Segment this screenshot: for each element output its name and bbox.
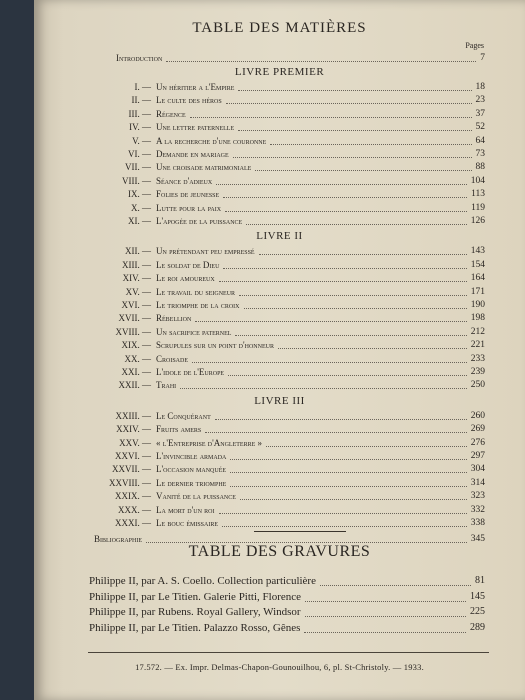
chapter-number: III. — (128, 108, 151, 119)
dot-leader (219, 281, 467, 282)
toc-entry (34, 175, 525, 188)
chapter-number: IV. — (129, 122, 151, 133)
page-number: 145 (470, 590, 485, 602)
chapter-number: I. — (134, 82, 151, 92)
page-number: 7 (480, 53, 485, 63)
dot-leader (166, 61, 476, 62)
page-number: 345 (470, 534, 485, 545)
dot-leader (205, 432, 467, 433)
toc-entry (34, 312, 525, 325)
chapter-number: IX. — (128, 189, 151, 200)
entry-title: Le travail du seigneur (156, 286, 236, 297)
toc-entry (34, 423, 525, 436)
toc-entry (34, 81, 525, 94)
page-number: 23 (475, 95, 485, 106)
page-number: 73 (475, 149, 485, 159)
book-heading: LIVRE III (254, 394, 305, 407)
page-number: 212 (470, 326, 485, 337)
dot-leader (219, 513, 467, 514)
chapter-number: VIII. — (122, 175, 151, 186)
page-number: 221 (470, 340, 485, 351)
toc-entry (34, 353, 525, 366)
page-number: 289 (470, 621, 485, 633)
entry-title: Un héritier a l'Empire (156, 82, 235, 92)
dot-leader (225, 211, 467, 212)
entry-title: La mort d'un roi (156, 504, 215, 515)
toc-entry (34, 245, 525, 258)
dot-leader (244, 308, 467, 309)
page-title: TABLE DES MATIÈRES (192, 20, 367, 36)
page-number: 304 (470, 464, 485, 475)
entry-title: L'occasion manquée (156, 464, 227, 475)
plate-caption: Philippe II, par Le Titien. Palazzo Rosso, Gênes (89, 621, 301, 634)
dot-leader (233, 157, 472, 158)
toc-entry (34, 490, 525, 503)
page-number: 269 (470, 424, 485, 435)
plate-caption: Philippe II, par Le Titien. Galerie Pitti, Florence (89, 590, 302, 603)
toc-entry (34, 299, 525, 312)
chapter-number: XXIX. — (115, 491, 151, 502)
toc-entry (34, 202, 525, 215)
plate-caption: Philippe II, par Rubens. Royal Gallery, Windsor (89, 606, 301, 618)
dot-leader (180, 388, 467, 389)
page-number: 332 (470, 504, 485, 515)
entry-title: Séance d'adieux (156, 175, 213, 186)
chapter-number: XVIII. — (115, 326, 151, 337)
toc-entry (34, 121, 525, 134)
chapter-number: XVII. — (118, 313, 151, 324)
plate-entry (34, 620, 525, 636)
page-number: 297 (470, 451, 485, 461)
plate-entry (34, 573, 525, 589)
dot-leader (246, 224, 467, 225)
entry-title: « l'Entreprise d'Angleterre » (156, 437, 262, 448)
dot-leader (305, 601, 466, 602)
page-number: 250 (470, 380, 485, 391)
entry-title: Le culte des héros (156, 95, 222, 106)
page-number: 225 (470, 606, 485, 617)
plate-caption: Philippe II, par A. S. Coello. Collection particulière (89, 575, 316, 587)
entry-title: Une lettre paternelle (156, 122, 235, 133)
chapter-number: XXIII. — (115, 410, 151, 421)
entry-title: Une croisade matrimoniale (156, 162, 252, 173)
page-number: 190 (470, 300, 485, 310)
toc-entry-introduction (34, 52, 525, 65)
dot-leader (216, 184, 467, 185)
dot-leader (239, 295, 467, 296)
page-number: 143 (470, 246, 485, 257)
entry-title: Scrupules sur un point d'honneur (156, 340, 274, 351)
entry-title: Le Conquérant (156, 410, 211, 421)
page-number: 164 (470, 273, 485, 284)
toc-entry (34, 215, 525, 228)
toc-entry (34, 410, 525, 423)
printer-footer: 17.572. — Ex. Impr. Delmas-Chapon-Gounouilhou, 6, pl. St-Christoly. — 1933. (135, 662, 424, 672)
chapter-number: XXV. — (119, 437, 151, 448)
toc-entry (34, 326, 525, 339)
page-number: 113 (471, 189, 485, 200)
chapter-number: XXVI. — (115, 451, 151, 461)
page-number: 276 (470, 437, 485, 448)
chapter-number: VI. — (128, 149, 151, 159)
entry-title: Rébellion (156, 313, 192, 324)
toc-entry (34, 135, 525, 148)
entry-title: Un sacrifice paternel (156, 326, 232, 337)
toc-entry (34, 272, 525, 285)
page-number: 104 (470, 175, 485, 186)
book-page (34, 0, 525, 700)
chapter-number: XXII. — (118, 380, 151, 391)
toc-entry (34, 108, 525, 121)
page-number: 37 (475, 108, 485, 119)
footer-divider (88, 652, 489, 653)
entry-title: Trahi (156, 380, 177, 391)
chapter-number: XXXI. — (115, 518, 151, 528)
chapter-number: XI. — (128, 216, 151, 226)
toc-entry (34, 286, 525, 299)
page-number: 323 (470, 491, 485, 502)
chapter-number: XIII. — (122, 259, 151, 270)
dot-leader (192, 362, 467, 363)
entry-title: L'apogée de la puissance (156, 216, 243, 226)
chapter-number: XXVII. — (112, 464, 151, 475)
toc-entry (34, 517, 525, 530)
chapter-number: XIV. — (122, 273, 151, 284)
entry-title: Bibliographie (94, 534, 142, 545)
dot-leader (304, 632, 466, 633)
dot-leader (222, 526, 467, 527)
chapter-number: XXVIII. — (109, 477, 151, 488)
dot-leader (305, 616, 466, 617)
dot-leader (255, 170, 472, 171)
entry-title: Un prétendant peu empressé (156, 246, 255, 257)
dot-leader (278, 348, 467, 349)
toc-entry (34, 94, 525, 107)
chapter-number: VII. — (125, 162, 151, 173)
toc-entry (34, 161, 525, 174)
chapter-number: XX. — (124, 353, 151, 364)
dot-leader (215, 419, 467, 420)
toc-entry (34, 463, 525, 476)
page-number: 64 (475, 135, 485, 146)
dot-leader (226, 103, 472, 104)
chapter-number: X. — (131, 202, 151, 213)
book-heading: LIVRE PREMIER (234, 66, 325, 78)
entry-title: Demande en mariage (156, 149, 229, 159)
dot-leader (270, 144, 472, 145)
page-number: 18 (475, 82, 485, 92)
plates-title: TABLE DES GRAVURES (188, 543, 371, 560)
toc-entry (34, 366, 525, 379)
page-number: 314 (470, 477, 485, 488)
dot-leader (190, 117, 472, 118)
entry-title: Le bouc émissaire (156, 518, 219, 528)
chapter-number: XXIV. — (116, 424, 151, 435)
dot-leader (240, 499, 467, 500)
dot-leader (223, 268, 467, 269)
page-number: 260 (470, 410, 485, 421)
page-number: 154 (470, 259, 485, 270)
entry-title: Lutte pour la paix (156, 202, 222, 213)
dot-leader (228, 375, 467, 376)
dot-leader (238, 90, 472, 91)
entry-title: Le soldat de Dieu (156, 259, 220, 270)
entry-title: Introduction (116, 53, 163, 63)
page-number: 198 (470, 313, 485, 324)
dot-leader (235, 335, 467, 336)
entry-title: Fruits amers (156, 424, 202, 435)
toc-entry (34, 259, 525, 272)
dot-leader (230, 472, 467, 473)
dot-leader (230, 486, 467, 487)
toc-entry (34, 437, 525, 450)
chapter-number: II. — (131, 95, 151, 106)
page-number: 88 (475, 162, 485, 173)
page-number: 239 (470, 367, 485, 377)
chapter-number: XVI. — (121, 300, 151, 310)
toc-entry (34, 477, 525, 490)
entry-title: A la recherche d'une couronne (156, 135, 267, 146)
chapter-number: XV. — (125, 286, 151, 297)
dot-leader (238, 130, 472, 131)
entry-title: Le dernier triomphe (156, 477, 227, 488)
toc-entry (34, 188, 525, 201)
page-number: 81 (475, 575, 485, 586)
toc-entry (34, 379, 525, 392)
section-divider (254, 531, 346, 532)
chapter-number: XIX. — (121, 340, 151, 351)
page-number: 52 (475, 122, 485, 133)
dot-leader (195, 321, 467, 322)
dot-leader (266, 446, 467, 447)
entry-title: Croisade (156, 353, 189, 364)
entry-title: Le roi amoureux (156, 273, 215, 284)
entry-title: Régence (156, 108, 186, 119)
entry-title: L'invincible armada (156, 451, 227, 461)
toc-entry (34, 148, 525, 161)
book-heading: LIVRE II (256, 230, 303, 243)
entry-title: Le triomphe de la croix (156, 300, 240, 310)
page-number: 171 (470, 286, 485, 297)
chapter-number: XII. — (125, 246, 151, 257)
toc-entry (34, 450, 525, 463)
chapter-number: XXI. — (121, 367, 151, 377)
pages-column-label: Pages (465, 41, 484, 50)
page-number: 126 (470, 216, 485, 226)
dot-leader (230, 459, 467, 460)
entry-title: Folies de jeunesse (156, 189, 220, 200)
page-number: 119 (471, 202, 485, 213)
dot-leader (223, 197, 467, 198)
plate-entry (34, 589, 525, 605)
chapter-number: XXX. — (118, 504, 151, 515)
toc-entry (34, 504, 525, 517)
toc-entry (34, 339, 525, 352)
dot-leader (259, 254, 467, 255)
entry-title: Vanité de la puissance (156, 491, 236, 502)
plate-entry (34, 604, 525, 620)
page-number: 338 (470, 518, 485, 528)
chapter-number: V. — (132, 135, 151, 146)
page-number: 233 (470, 353, 485, 364)
dot-leader (320, 585, 471, 586)
entry-title: L'idole de l'Europe (156, 367, 225, 377)
